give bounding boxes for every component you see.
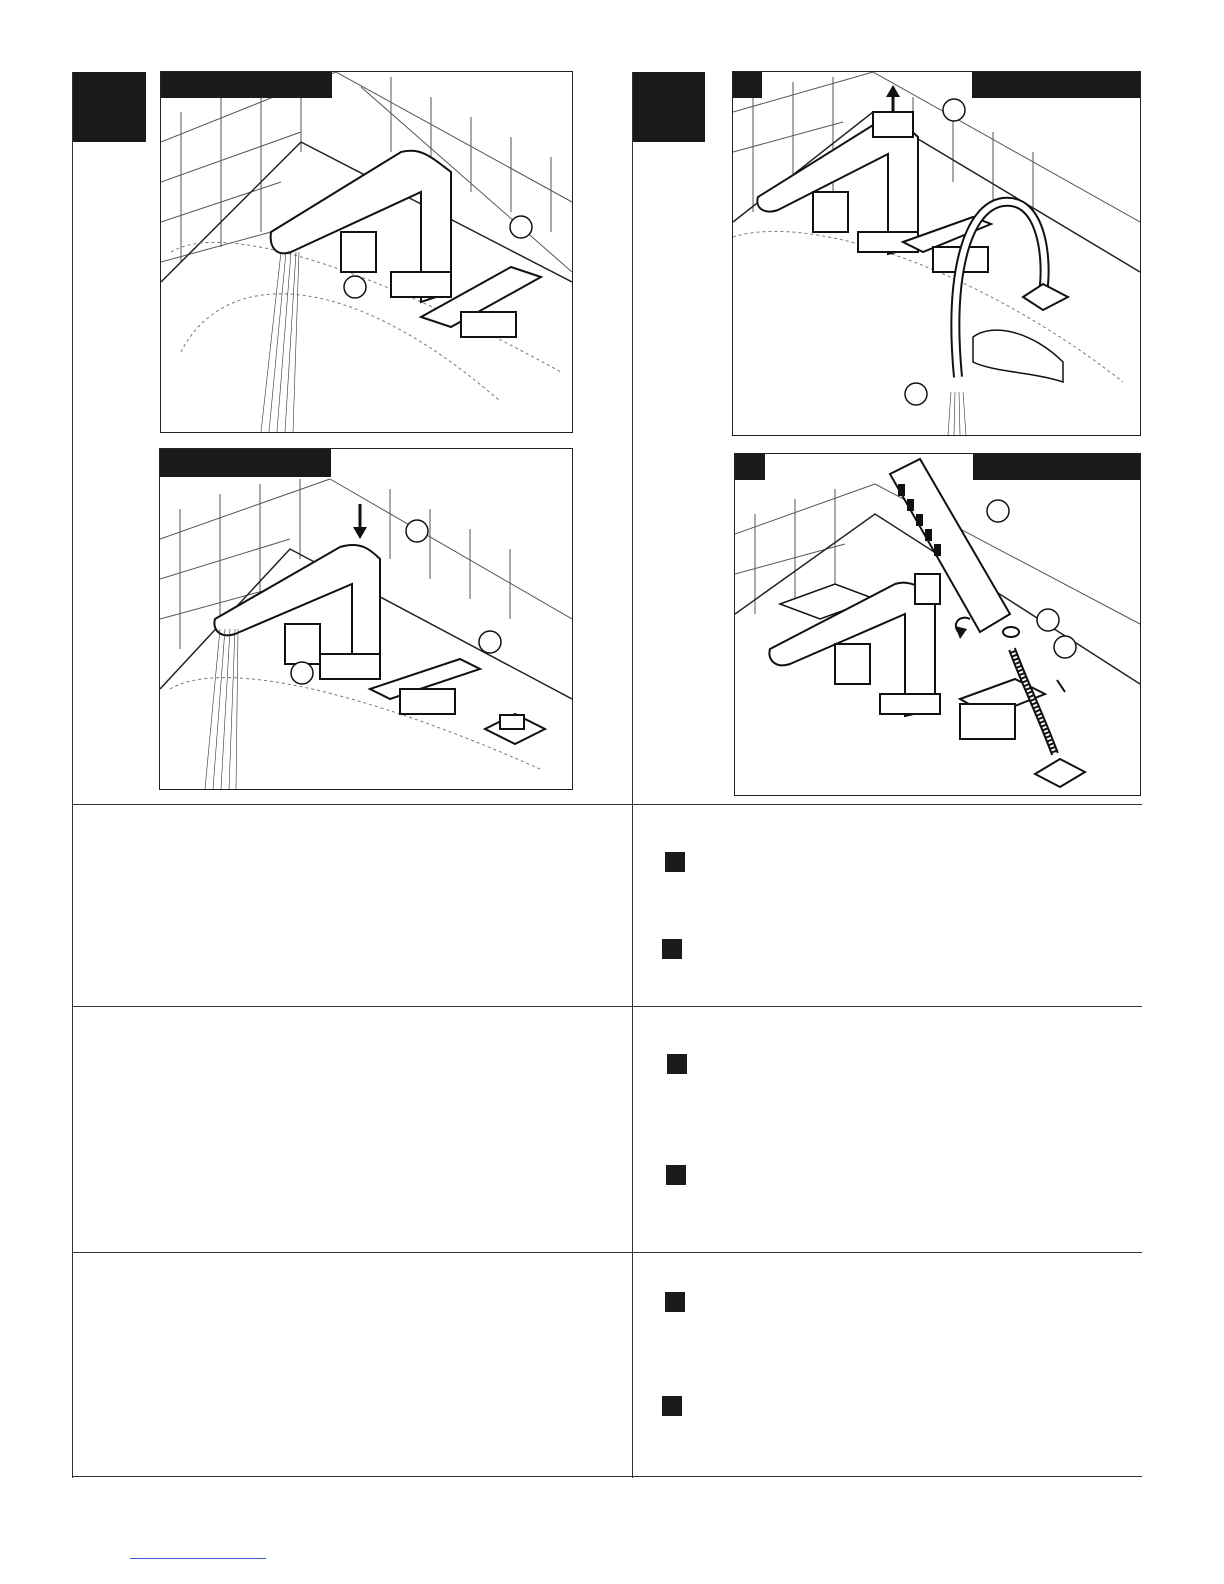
center-divider <box>632 72 633 1478</box>
row-divider-2 <box>72 1006 1142 1007</box>
row-3-bullet-a <box>665 1292 685 1312</box>
handshower-pull-illustration <box>733 72 1140 435</box>
row-divider-4 <box>72 1476 1142 1477</box>
row-3-bullet-b <box>662 1396 682 1416</box>
left-frame-line <box>72 72 73 1478</box>
row-divider-1 <box>72 804 1142 805</box>
row-1-bullet-a <box>665 852 685 872</box>
step-tab-left <box>73 72 146 142</box>
step-tab-right <box>633 72 705 142</box>
illustration-panel-1 <box>160 71 573 433</box>
row-1-bullet-b <box>662 939 682 959</box>
panel-4-badge <box>735 454 765 480</box>
illustration-panel-4 <box>734 453 1141 796</box>
faucet-spout-running-illustration <box>161 72 572 432</box>
diverter-push-illustration <box>160 449 572 789</box>
illustration-panel-2 <box>159 448 573 790</box>
panel-3-badge <box>733 72 762 98</box>
illustration-panel-3 <box>732 71 1141 436</box>
footer-link[interactable] <box>130 1558 266 1559</box>
row-2-bullet-a <box>667 1054 687 1074</box>
panel-2-header-bar <box>160 449 331 477</box>
panel-3-header-bar <box>972 72 1140 98</box>
row-divider-3 <box>72 1252 1142 1253</box>
panel-4-header-bar <box>973 454 1140 480</box>
row-2-bullet-b <box>666 1165 686 1185</box>
panel-1-header-bar <box>161 72 332 98</box>
handshower-install-illustration <box>735 454 1140 795</box>
